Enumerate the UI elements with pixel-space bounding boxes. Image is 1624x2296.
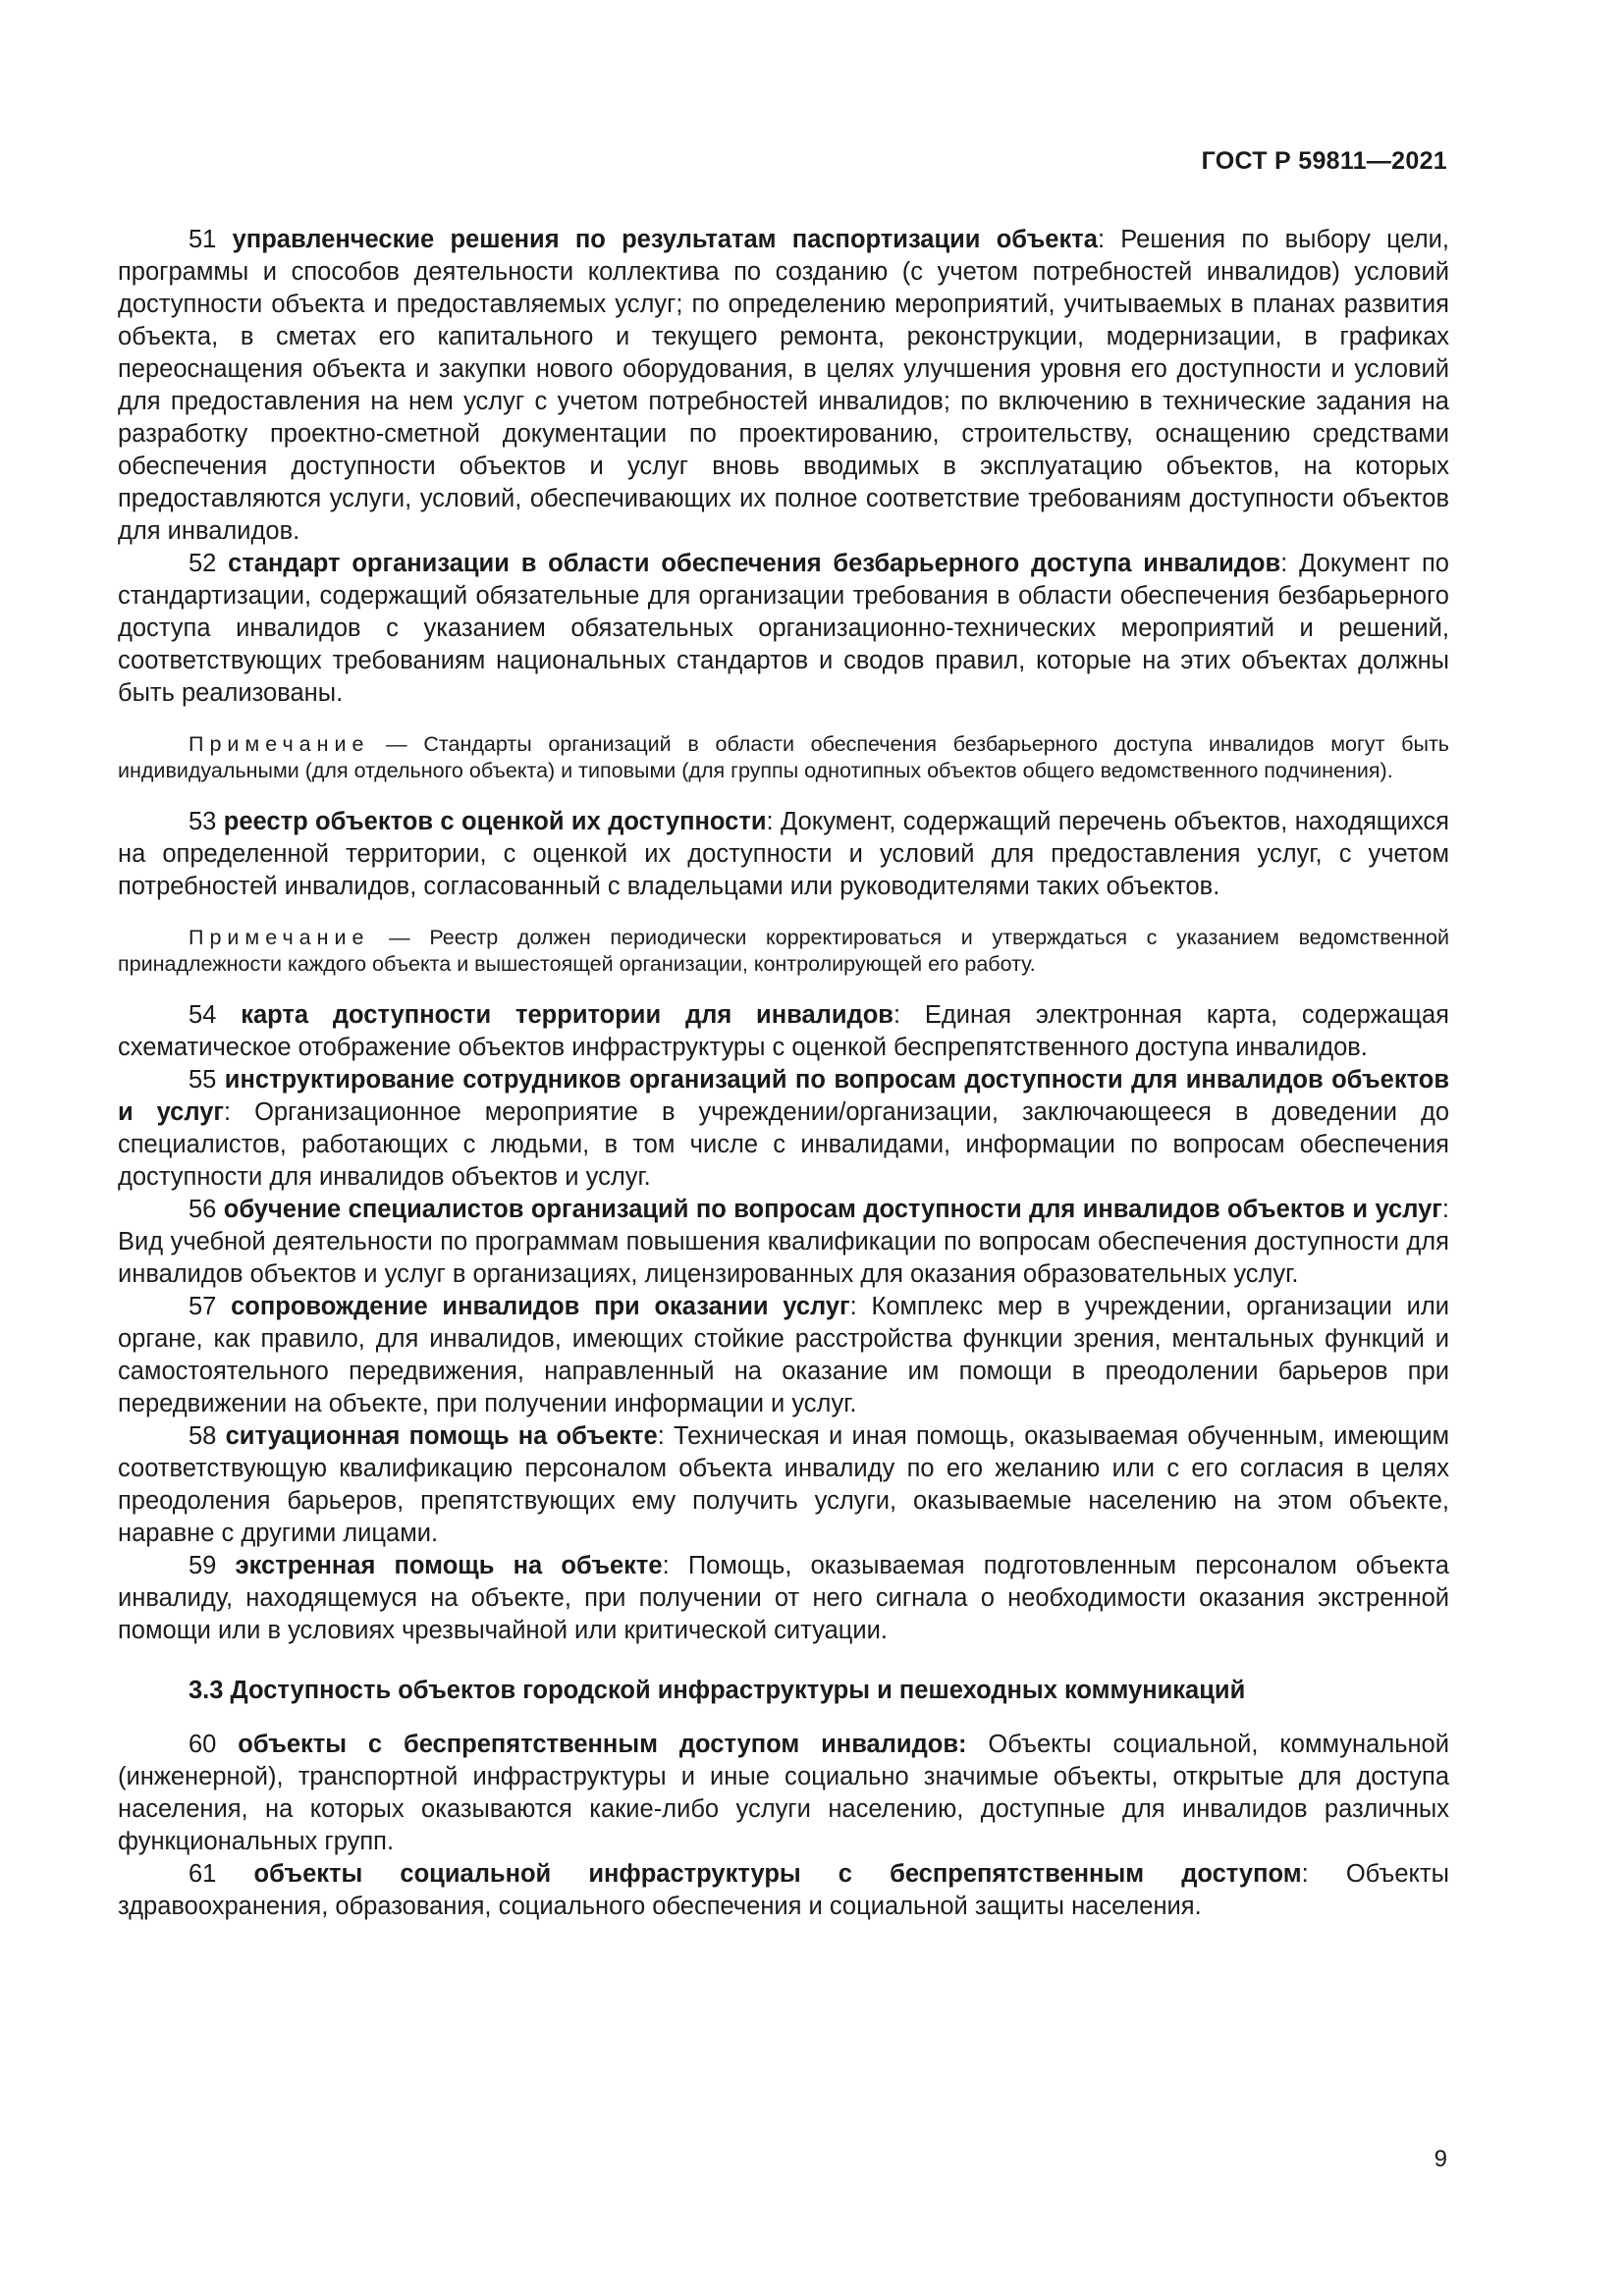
term-title: ситуационная помощь на объекте <box>225 1422 658 1450</box>
term-definition: Комплекс мер в учреждении, организации или органе, как правило, для инвалидов, имеющих стойкие расстройства функции зрения, ментальных функций и самостоятельного передвижения, направленный на оказание им помощи в преодолении барьеров при передвижении на объекте, при получении информации и услуг. <box>118 1293 1449 1417</box>
document-id-header: ГОСТ Р 59811—2021 <box>1201 147 1447 175</box>
term-title: сопровождение инвалидов при оказании услуг <box>231 1293 850 1320</box>
term-57: 57 сопровождение инвалидов при оказании услуг: Комплекс мер в учреждении, организации или органе, как правило, для инвалидов, имеющих стойкие расстройства функции зрения, ментальных функций и самостоятельного передвижения, направленный на оказание им помощи в преодолении барьеров при передвижении на объекте, при получении информации и услуг. <box>118 1293 1449 1417</box>
term-number: 61 <box>189 1860 217 1888</box>
term-number: 59 <box>189 1552 217 1579</box>
term-definition: Решения по выбору цели, программы и способов деятельности коллектива по созданию (с учетом потребностей инвалидов) условий доступности объекта и предоставляемых услуг; по определению мероприятий, учитываемых в планах развития объекта, в сметах его капитального и текущего ремонта, реконструкции, модернизации, в графиках переоснащения объекта и закупки нового оборудования, в целях улучшения уровня его доступности и условий для предоставления на нем услуг с учетом потребностей инвалидов; по включению в технические задания на разработку проектно-сметной документации по проектированию, строительству, оснащению средствами обеспечения доступности объектов и услуг вновь вводимых в эксплуатацию объектов, на которых предоставляются услуги, условий, обеспечивающих их полное соответствие требованиям доступности объектов для инвалидов. <box>118 226 1450 545</box>
term-51: 51 управленческие решения по результатам паспортизации объекта: Решения по выбору цели, программы и способов деятельности коллектива по созданию (с учетом потребностей инвалидов) условий доступности объекта и предоставляемых услуг; по определению мероприятий, учитываемых в планах развития объекта, в сметах его капитального и текущего ремонта, реконструкции, модернизации, в графиках переоснащения объекта и закупки нового оборудования, в целях улучшения уровня его доступности и условий для предоставления на нем услуг с учетом потребностей инвалидов; по включению в технические задания на разработку проектно-сметной документации по проектированию, строительству, оснащению средствами обеспечения доступности объектов и услуг вновь вводимых в эксплуатацию объектов, на которых предоставляются услуги, условий, обеспечивающих их полное соответствие требованиям доступности объектов для инвалидов. <box>118 226 1450 545</box>
note-text: — Реестр должен периодически корректироваться и утверждаться с указанием ведомственной принадлежности каждого объекта и вышестоящей организации, контролирующей его работу. <box>118 926 1449 976</box>
term-56: 56 обучение специалистов организаций по вопросам доступности для инвалидов объектов и услуг: Вид учебной деятельности по программам повышения квалификации по вопросам обеспечения доступности для инвалидов объектов и услуг в организациях, лицензированных для оказания образовательных услуг. <box>118 1196 1449 1288</box>
term-61: 61 объекты социальной инфраструктуры с беспрепятственным доступом: Объекты здравоохранения, образования, социального обеспечения и социальной защиты населения. <box>118 1860 1449 1920</box>
term-58: 58 ситуационная помощь на объекте: Техническая и иная помощь, оказываемая обученным, имеющим соответствующую квалификацию персоналом объекта инвалиду по его желанию или с его согласия в целях преодоления барьеров, препятствующих ему получить услуги, оказываемые населению на этом объекте, наравне с другими лицами. <box>118 1422 1449 1547</box>
term-definition: Объекты здравоохранения, образования, социального обеспечения и социальной защиты населения. <box>118 1860 1449 1920</box>
term-definition: Помощь, оказываемая подготовленным персоналом объекта инвалиду, находящемуся на объекте, при получении от него сигнала о необходимости оказания экстренной помощи или в условиях чрезвычайной или критической ситуации. <box>118 1552 1449 1644</box>
term-54: 54 карта доступности территории для инвалидов: Единая электронная карта, содержащая схематическое отображение объектов инфраструктуры с оценкой беспрепятственного доступа инвалидов. <box>118 1001 1449 1061</box>
note-53 <box>118 925 1449 978</box>
term-59: 59 экстренная помощь на объекте: Помощь, оказываемая подготовленным персоналом объекта инвалиду, находящемуся на объекте, при получении от него сигнала о необходимости оказания экстренной помощи или в условиях чрезвычайной или критической ситуации. <box>118 1552 1449 1644</box>
term-title: реестр объектов с оценкой их доступности <box>223 808 767 835</box>
term-number: 57 <box>189 1293 217 1320</box>
note-label: Примечание <box>189 926 370 949</box>
term-definition: Объекты социальной, коммунальной (инженерной), транспортной инфраструктуры и иные социально значимые объекты, открытые для доступа населения, на которых оказываются какие-либо услуги населению, доступные для инвалидов различных функциональных групп. <box>118 1731 1449 1855</box>
term-number: 55 <box>189 1066 217 1094</box>
term-number: 58 <box>189 1422 217 1450</box>
section-heading: 3.3 Доступность объектов городской инфраструктуры и пешеходных коммуникаций <box>189 1677 1246 1704</box>
term-title: карта доступности территории для инвалидов <box>241 1001 893 1029</box>
term-title: экстренная помощь на объекте <box>235 1552 663 1579</box>
term-title: инструктирование сотрудников организаций по вопросам доступности для инвалидов объектов и услуг <box>118 1066 1449 1126</box>
term-number: 52 <box>189 550 217 577</box>
term-title: стандарт организации в области обеспечения безбарьерного доступа инвалидов <box>228 550 1281 577</box>
term-definition: Единая электронная карта, содержащая схематическое отображение объектов инфраструктуры с оценкой беспрепятственного доступа инвалидов. <box>118 1001 1449 1061</box>
term-number: 51 <box>189 226 217 253</box>
term-number: 53 <box>189 808 217 835</box>
main-content <box>118 224 1449 1923</box>
term-definition: Вид учебной деятельности по программам повышения квалификации по вопросам обеспечения доступности для инвалидов объектов и услуг в организациях, лицензированных для оказания образовательных услуг. <box>118 1228 1449 1288</box>
note-text: — Стандарты организаций в области обеспечения безбарьерного доступа инвалидов могут быть индивидуальными (для отдельного объекта) и типовыми (для группы однотипных объектов общего ведомственного подчинения). <box>118 732 1449 782</box>
term-52: 52 стандарт организации в области обеспечения безбарьерного доступа инвалидов: Документ по стандартизации, содержащий обязательные для организации требования в области обеспечения безбарьерного доступа инвалидов с указанием обязательных организационно-технических мероприятий и решений, соответствующих требованиям национальных стандартов и сводов правил, которые на этих объектах должны быть реализованы. <box>118 550 1449 707</box>
term-definition: Документ по стандартизации, содержащий обязательные для организации требования в области обеспечения безбарьерного доступа инвалидов с указанием обязательных организационно-технических мероприятий и решений, соответствующих требованиям национальных стандартов и сводов правил, которые на этих объектах должны быть реализованы. <box>118 550 1449 707</box>
term-title: управленческие решения по результатам паспортизации объекта <box>232 226 1098 253</box>
note-label: Примечание <box>189 732 370 756</box>
term-definition: Техническая и иная помощь, оказываемая обученным, имеющим соответствующую квалификацию персоналом объекта инвалиду по его желанию или с его согласия в целях преодоления барьеров, препятствующих ему получить услуги, оказываемые населению на этом объекте, наравне с другими лицами. <box>118 1422 1449 1547</box>
term-60 <box>118 1729 1449 1858</box>
page-number: 9 <box>1434 2146 1447 2172</box>
term-definition: Организационное мероприятие в учреждении/организации, заключающееся в доведении до специалистов, работающих с людьми, в том числе с инвалидами, информации по вопросам обеспечения доступности для инвалидов объектов и услуг. <box>118 1098 1450 1191</box>
term-definition: Документ, содержащий перечень объектов, находящихся на определенной территории, с оценкой их доступности и условий для предоставления услуг, с учетом потребностей инвалидов, согласованный с владельцами или руководителями таких объектов. <box>118 808 1449 900</box>
term-55: 55 инструктирование сотрудников организаций по вопросам доступности для инвалидов объектов и услуг: Организационное мероприятие в учреждении/организации, заключающееся в доведении до специалистов, работающих с людьми, в том числе с инвалидами, информации по вопросам обеспечения доступности для инвалидов объектов и услуг. <box>118 1066 1450 1191</box>
term-number: 54 <box>189 1001 217 1029</box>
term-number: 60 <box>189 1731 217 1758</box>
term-53: 53 реестр объектов с оценкой их доступности: Документ, содержащий перечень объектов, находящихся на определенной территории, с оценкой их доступности и условий для предоставления услуг, с учетом потребностей инвалидов, согласованный с владельцами или руководителями таких объектов. <box>118 808 1449 900</box>
term-title: объекты с беспрепятственным доступом инвалидов: <box>238 1731 967 1758</box>
note-52 <box>118 731 1449 784</box>
term-title: обучение специалистов организаций по вопросам доступности для инвалидов объектов и услуг <box>223 1196 1442 1223</box>
term-title: объекты социальной инфраструктуры с беспрепятственным доступом <box>253 1860 1302 1888</box>
term-number: 56 <box>189 1196 217 1223</box>
